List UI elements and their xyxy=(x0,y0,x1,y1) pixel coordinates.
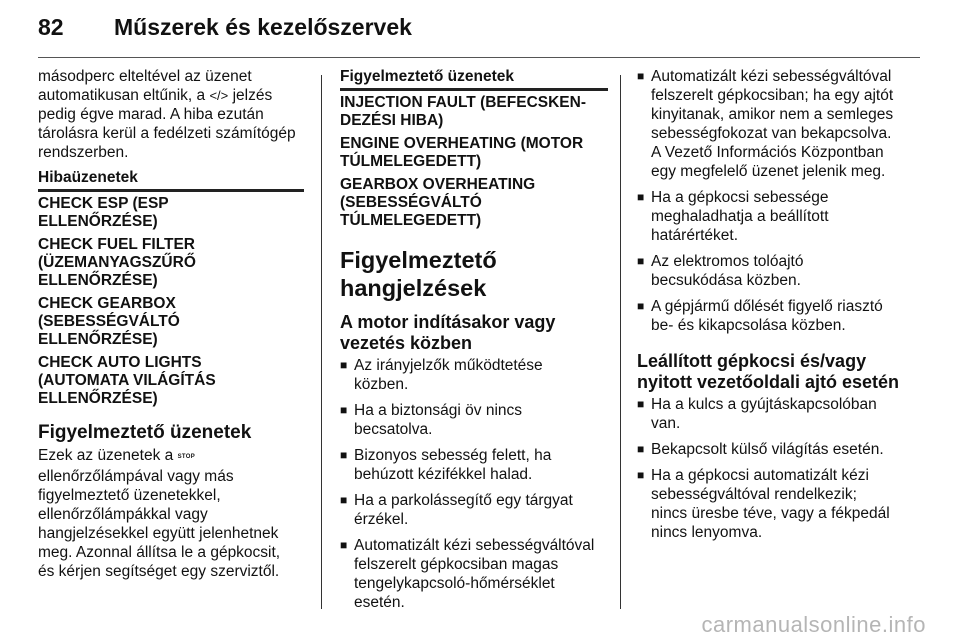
bullet-icon: ■ xyxy=(637,69,645,83)
page-number: 82 xyxy=(38,14,64,40)
warnings-paragraph: Ezek az üzenetek a STOP ellenőrzőlámpával vagy más figyelmeztető üzenetekkel, ellenőrzőlámpákkal vagy hangjelzésekkel együtt jelenhetnek meg. Azonnal állítsa le a gépkocsit, és kérjen segítséget egy szerviztől. xyxy=(38,447,281,580)
list-item: ■ Ha a parkolássegítő egy tárgyat érzékel. xyxy=(340,492,573,528)
error-message: CHECK GEARBOX (SEBESSÉGVÁLTÓ ELLENŐRZÉSE) xyxy=(38,295,180,348)
wrench-icon: </> xyxy=(209,88,229,103)
bullet-icon: ■ xyxy=(340,358,348,372)
bullet-icon: ■ xyxy=(340,403,348,417)
stop-icon: STOP xyxy=(177,454,196,460)
list-item: ■ Bizonyos sebesség felett, ha behúzott kézifékkel halad. xyxy=(340,447,552,483)
column-1 xyxy=(38,67,304,587)
parked-heading: Leállított gépkocsi és/vagy nyitott vezetőoldali ajtó esetén xyxy=(637,351,900,392)
engine-start-heading: A motor indításakor vagy vezetés közben xyxy=(340,312,556,353)
warning-message: ENGINE OVERHEATING (MOTOR TÚLMELEGEDETT) xyxy=(340,135,584,170)
warning-message: GEARBOX OVERHEATING (SEBESSÉGVÁLTÓ TÚLMELEGEDETT) xyxy=(340,176,536,229)
column-divider-2 xyxy=(620,75,621,609)
list-item: ■ Ha a gépkocsi sebessége meghaladhatja a beállított határértéket. xyxy=(637,189,829,244)
bullet-icon: ■ xyxy=(637,468,645,482)
list-item: ■ Az irányjelzők működtetése közben. xyxy=(340,357,543,393)
bullet-icon: ■ xyxy=(637,442,645,456)
watermark: carmanualsonline.info xyxy=(701,612,926,637)
errors-heading: Hibaüzenetek xyxy=(38,168,304,192)
list-item: ■ Automatizált kézi sebességváltóval felszerelt gépkocsiban; ha egy ajtót kinyitanak, amikor nem a semleges sebességfokozat van bekapcsolva. A Vezető Információs Központban egy megfelelő üzenet jelenik meg. xyxy=(637,68,894,180)
column-2 xyxy=(340,67,608,619)
error-message: CHECK FUEL FILTER (ÜZEMANYAGSZŰRŐ ELLENŐRZÉSE) xyxy=(38,236,196,289)
bullet-icon: ■ xyxy=(637,299,645,313)
bullet-list xyxy=(340,356,608,612)
page-title: Műszerek és kezelőszervek xyxy=(114,14,412,40)
error-message: CHECK ESP (ESP ELLENŐRZÉSE) xyxy=(38,195,169,230)
bullet-icon: ■ xyxy=(340,538,348,552)
list-item: ■ Ha a gépkocsi automatizált kézi sebességváltóval rendelkezik; nincs üresbe téve, vagy a fékpedál nincs lenyomva. xyxy=(637,467,890,541)
list-item: ■ Bekapcsolt külső világítás esetén. xyxy=(637,441,884,458)
column-divider-1 xyxy=(321,75,322,609)
warning-message: INJECTION FAULT (BEFECSKEN- DEZÉSI HIBA) xyxy=(340,94,586,129)
list-item: ■ Ha a kulcs a gyújtáskapcsolóban van. xyxy=(637,396,877,432)
bullet-icon: ■ xyxy=(637,397,645,411)
bullet-icon: ■ xyxy=(340,493,348,507)
warnings-heading: Figyelmeztető üzenetek xyxy=(38,422,252,443)
bullet-icon: ■ xyxy=(637,190,645,204)
bullet-icon: ■ xyxy=(340,448,348,462)
intro-paragraph: másodperc elteltével az üzenet automatikusan eltűnik, a </> jelzés pedig égve marad. A hiba ezután tárolásra kerül a fedélzeti számítógép rendszerben. xyxy=(38,68,296,161)
list-item: ■ A gépjármű dőlését figyelő riasztó be- és kikapcsolása közben. xyxy=(637,298,883,334)
bullet-icon: ■ xyxy=(637,254,645,268)
list-item: ■ Automatizált kézi sebességváltóval felszerelt gépkocsiban magas tengelykapcsoló-hőmérséklet esetén. xyxy=(340,537,595,611)
warnings-subheading: Figyelmeztető üzenetek xyxy=(340,67,608,91)
bullet-list xyxy=(637,67,907,335)
header-divider xyxy=(38,57,920,58)
list-item: ■ Ha a biztonsági öv nincs becsatolva. xyxy=(340,402,523,438)
section-heading: Figyelmeztető hangjelzések xyxy=(340,247,497,301)
error-message: CHECK AUTO LIGHTS (AUTOMATA VILÁGÍTÁS ELLENŐRZÉSE) xyxy=(38,354,216,407)
list-item: ■ Az elektromos tolóajtó becsukódása közben. xyxy=(637,253,804,289)
bullet-list xyxy=(637,395,907,542)
column-3 xyxy=(637,67,907,549)
page-header xyxy=(38,14,920,54)
